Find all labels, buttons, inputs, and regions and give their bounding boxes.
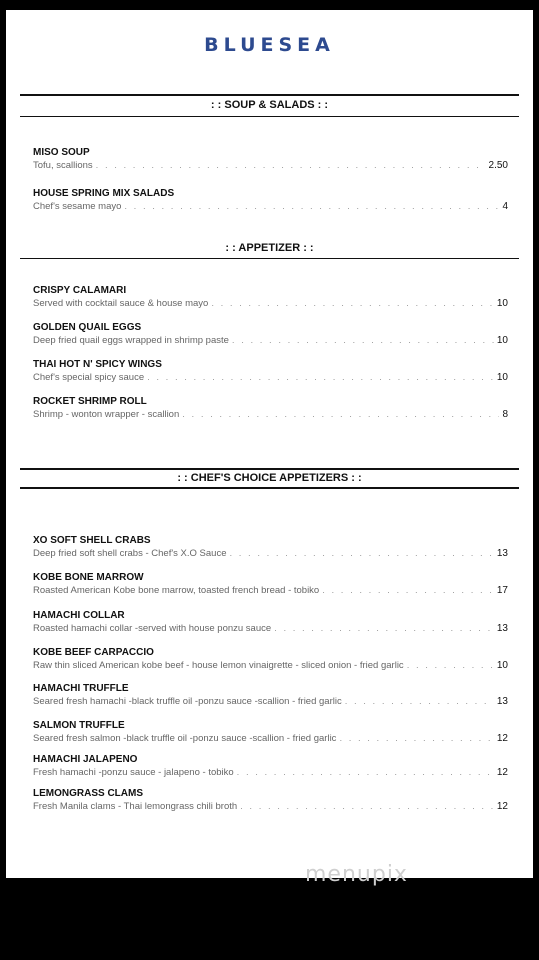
section-title-appetizer: : : APPETIZER : : <box>225 242 314 254</box>
menu-item <box>33 535 508 560</box>
menu-item <box>33 754 508 779</box>
item-description: Roasted hamachi collar -served with house ponzu sauce <box>33 623 272 634</box>
dot-leader <box>182 409 499 421</box>
item-name: HAMACHI COLLAR <box>33 610 125 621</box>
section-divider <box>20 116 519 117</box>
item-name: SALMON TRUFFLE <box>33 720 125 731</box>
item-name: HAMACHI JALAPENO <box>33 754 138 765</box>
item-price: 13 <box>496 548 508 559</box>
item-description: Tofu, scallions <box>33 160 93 171</box>
dot-leader <box>96 160 486 172</box>
menu-item <box>33 572 508 597</box>
menu-item <box>33 147 508 172</box>
menu-item <box>33 683 508 708</box>
item-price: 13 <box>496 623 508 634</box>
item-price: 8 <box>502 409 508 420</box>
menu-item <box>33 322 508 347</box>
menu-item <box>33 720 508 745</box>
item-price: 2.50 <box>488 160 508 171</box>
item-price: 10 <box>496 372 508 383</box>
item-name: LEMONGRASS CLAMS <box>33 788 143 799</box>
menu-item <box>33 188 508 213</box>
item-name: GOLDEN QUAIL EGGS <box>33 322 142 333</box>
item-price: 10 <box>496 335 508 346</box>
item-description: Chef's special spicy sauce <box>33 372 145 383</box>
item-price: 12 <box>496 767 508 778</box>
menu-item <box>33 788 508 813</box>
dot-leader <box>322 585 494 597</box>
section-divider <box>20 468 519 470</box>
item-price: 12 <box>496 733 508 744</box>
item-price: 12 <box>496 801 508 812</box>
item-name: CRISPY CALAMARI <box>33 285 127 296</box>
section-divider <box>20 258 519 259</box>
item-description: Fresh Manila clams - Thai lemongrass chili broth <box>33 801 238 812</box>
item-description: Deep fried quail eggs wrapped in shrimp paste <box>33 335 229 346</box>
section-title-soup-salads: : : SOUP & SALADS : : <box>210 99 329 111</box>
dot-leader <box>274 623 494 635</box>
brand-title: BLUESEA <box>204 34 335 56</box>
section-divider <box>20 487 519 489</box>
item-description: Seared fresh hamachi -black truffle oil -ponzu sauce -scallion - fried garlic <box>33 696 342 707</box>
dot-leader <box>237 767 494 779</box>
item-name: MISO SOUP <box>33 147 90 158</box>
item-name: HAMACHI TRUFFLE <box>33 683 129 694</box>
dot-leader <box>124 201 499 213</box>
item-price: 13 <box>496 696 508 707</box>
menu-item <box>33 647 508 672</box>
dot-leader <box>229 548 493 560</box>
item-description: Shrimp - wonton wrapper - scallion <box>33 409 180 420</box>
item-name: XO SOFT SHELL CRABS <box>33 535 151 546</box>
item-description: Served with cocktail sauce & house mayo <box>33 298 209 309</box>
item-description: Deep fried soft shell crabs - Chef's X.O Sauce <box>33 548 227 559</box>
item-name: ROCKET SHRIMP ROLL <box>33 396 147 407</box>
dot-leader <box>345 696 494 708</box>
item-price: 10 <box>496 660 508 671</box>
item-name: HOUSE SPRING MIX SALADS <box>33 188 175 199</box>
menu-item <box>33 285 508 310</box>
dot-leader <box>147 372 494 384</box>
menu-item <box>33 396 508 421</box>
dot-leader <box>211 298 494 310</box>
item-price: 10 <box>496 298 508 309</box>
section-title-chefs-choice: : : CHEF'S CHOICE APPETIZERS : : <box>177 472 362 484</box>
dot-leader <box>339 733 493 745</box>
item-name: KOBE BEEF CARPACCIO <box>33 647 154 658</box>
item-price: 17 <box>496 585 508 596</box>
item-name: KOBE BONE MARROW <box>33 572 144 583</box>
dot-leader <box>407 660 494 672</box>
item-description: Raw thin sliced American kobe beef - house lemon vinaigrette - sliced onion - fried garlic <box>33 660 404 671</box>
watermark-logo: menupix <box>305 862 408 887</box>
item-description: Chef's sesame mayo <box>33 201 122 212</box>
item-price: 4 <box>502 201 508 212</box>
item-description: Seared fresh salmon -black truffle oil -ponzu sauce -scallion - fried garlic <box>33 733 337 744</box>
menu-page <box>6 10 533 878</box>
dot-leader <box>232 335 494 347</box>
menu-item <box>33 610 508 635</box>
item-description: Fresh hamachi -ponzu sauce - jalapeno - tobiko <box>33 767 234 778</box>
menu-item <box>33 359 508 384</box>
section-divider <box>20 94 519 96</box>
item-name: THAI HOT N' SPICY WINGS <box>33 359 162 370</box>
item-description: Roasted American Kobe bone marrow, toasted french bread - tobiko <box>33 585 320 596</box>
dot-leader <box>240 801 494 813</box>
